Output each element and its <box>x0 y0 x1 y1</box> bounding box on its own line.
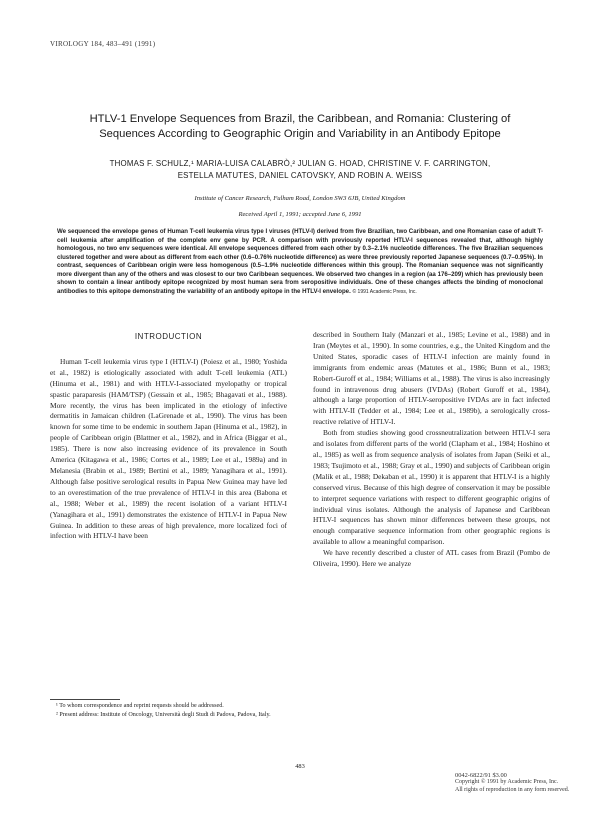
footnote-rule <box>50 699 120 700</box>
affiliation: Institute of Cancer Research, Fulham Road, London SW3 6JB, United Kingdom <box>194 195 406 202</box>
issn-block <box>455 772 569 794</box>
rights-line: All rights of reproduction in any form reserved. <box>455 786 570 793</box>
article-title <box>50 112 550 141</box>
received-dates: Received April 1, 1991; accepted June 6, 1991 <box>238 211 362 218</box>
right-paragraph-2: Both from studies showing good crossneutralization between HTLV-I sera and isolates from different parts of the world (Clapham et al., 1984; Hoshino et al., 1985) as well as from sequence analysis of isolates from Japan (Seiki et al., 1983; Tsujimoto et al., 1988; Gray et al., 1990) and subjects of Caribbean origin (Malik et al., 1988; Dekaban et al., 1990) it is apparent that HTLV-I is a highly conserved virus. Because of this high degree of conservation it may be possible to interpret sequence variations with respect to different geographic origins of individual virus isolates. Although the analysis of Japanese and Caribbean HTLV-I sequences has shown minor differences between these groups, not enough comparative sequence information from other geographic regions is available to allow a meaningful comparison. <box>313 428 550 547</box>
footnote-1: ¹ To whom correspondence and reprint requests should be addressed. <box>56 703 224 709</box>
title-line-1: HTLV-1 Envelope Sequences from Brazil, the Caribbean, and Romania: Clustering of <box>89 113 511 125</box>
abstract-text: We sequenced the envelope genes of Human T-cell leukemia virus type I viruses (HTLV-I) derived from five Brazilian, two Caribbean, and one Romanian case of adult T-cell leukemia after amplification of the complete env gene by PCR. A comparison with previously reported HTLV-I sequences revealed that, although highly homologous, no two env sequences were identical. All envelope sequences differed from each other by 0.3–2.1% nucleotide differences. The five Brazilian sequences clustered together and were about as different from each other (0.6–0.76% nucleotide difference) as were three previously reported Japanese sequences (0.7–0.95%). In contrast, sequences of Caribbean origin were less homogenous (0.5–1.9% nucleotide differences within this group). The Romanian sequence was not significantly more divergent than any of the others and was closest to our two Caribbean sequences. We observed two changes in a region (aa 176–209) which has previously been shown to contain a linear antibody epitope recognized by most human sera from seropositive individuals. One of these changes affects the binding of monoclonal antibodies to this epitope demonstrating the variability of an antibody epitope in the HTLV-I envelope. <box>57 228 543 295</box>
footnotes <box>50 702 287 720</box>
introduction-heading: INTRODUCTION <box>134 332 203 341</box>
page-number: 483 <box>295 763 305 770</box>
copyright-line: Copyright © 1991 by Academic Press, Inc. <box>455 779 559 786</box>
journal-reference: VIROLOGY 184, 483–491 (1991) <box>50 40 156 48</box>
footnote-2: ² Present address: Institute of Oncology, Università degli Studi di Padova, Padova, Italy. <box>56 712 271 719</box>
issn-price: 0042-6822/91 $3.00 <box>455 772 507 779</box>
abstract <box>57 228 543 296</box>
right-paragraph-1: described in Southern Italy (Manzari et al., 1985; Levine et al., 1988) and in Iran (Meytes et al., 1990). In some countries, e.g., the United Kingdom and the United States, sporadic cases of HTLV-I infection are mainly found in immigrants from endemic areas (Matutes et al., 1986; Bunn et al., 1983; Robert-Guroff et al., 1984; Williams et al., 1988). The virus is also increasingly found in intravenous drug abusers (IVDAs) (Robert Guroff et al., 1984), although a large proportion of HTLV-seropositive IVDAs are in fact infected with HTLV-II (Tedder et al., 1984; Lee et al., 1989b), a serologically cross-reactive relative of HTLV-I. <box>313 330 550 427</box>
authors-line-1: THOMAS F. SCHULZ,¹ MARIA-LUISA CALABRÒ,² JULIAN G. HOAD, CHRISTINE V. F. CARRINGTON, <box>109 159 491 168</box>
right-paragraph-3: We have recently described a cluster of ATL cases from Brazil (Pombo de Oliveira, 1990). Here we analyze <box>313 548 550 569</box>
right-column <box>313 330 550 570</box>
author-list <box>50 158 550 182</box>
title-line-2: Sequences According to Geographic Origin and Variability in an Antibody Epitope <box>99 127 501 140</box>
abstract-copyright: © 1991 Academic Press, Inc. <box>352 288 417 295</box>
left-paragraph-1: Human T-cell leukemia virus type I (HTLV-I) (Poiesz et al., 1980; Yoshida et al., 1982) is etiologically associated with adult T-cell leukemia (ATL) (Hinuma et al., 1981) and with HTLV-I-associated myelopathy or tropical spastic paraparesis (HAM/TSP) (Gessain et al., 1985; Bhagavati et al., 1988). More recently, the virus has been implicated in the etiology of infective dermatitis in Jamaican children (LaGrenade et al., 1990). The virus has been known for some time to be endemic in southern Japan (Hinuma et al., 1982), in people of Caribbean origin (Blattner et al., 1982), and in Africa (Biggar et al., 1985). There is now also increasing evidence of its prevalence in South America (Kitagawa et al., 1986; Cortes et al., 1989; Lee et al., 1989a) and in Melanesia (Brabin et al., 1989; Bertini et al., 1989; Yanagihara et al., 1991). Although false positive serological results in Papua New Guinea may have led to an overestimation of the true prevalence of HTLV-I in this area (Babona et al., 1988; Weber et al., 1989) the recent isolation of a variant HTLV-I (Yanagihara et al., 1991) demonstrates the existence of HTLV-I in Papua New Guinea. In addition to these areas of high prevalence, more localized foci of infection with HTLV-I have been <box>50 356 287 541</box>
left-column <box>50 330 287 542</box>
authors-line-2: ESTELLA MATUTES, DANIEL CATOVSKY, AND ROBIN A. WEISS <box>177 171 423 180</box>
